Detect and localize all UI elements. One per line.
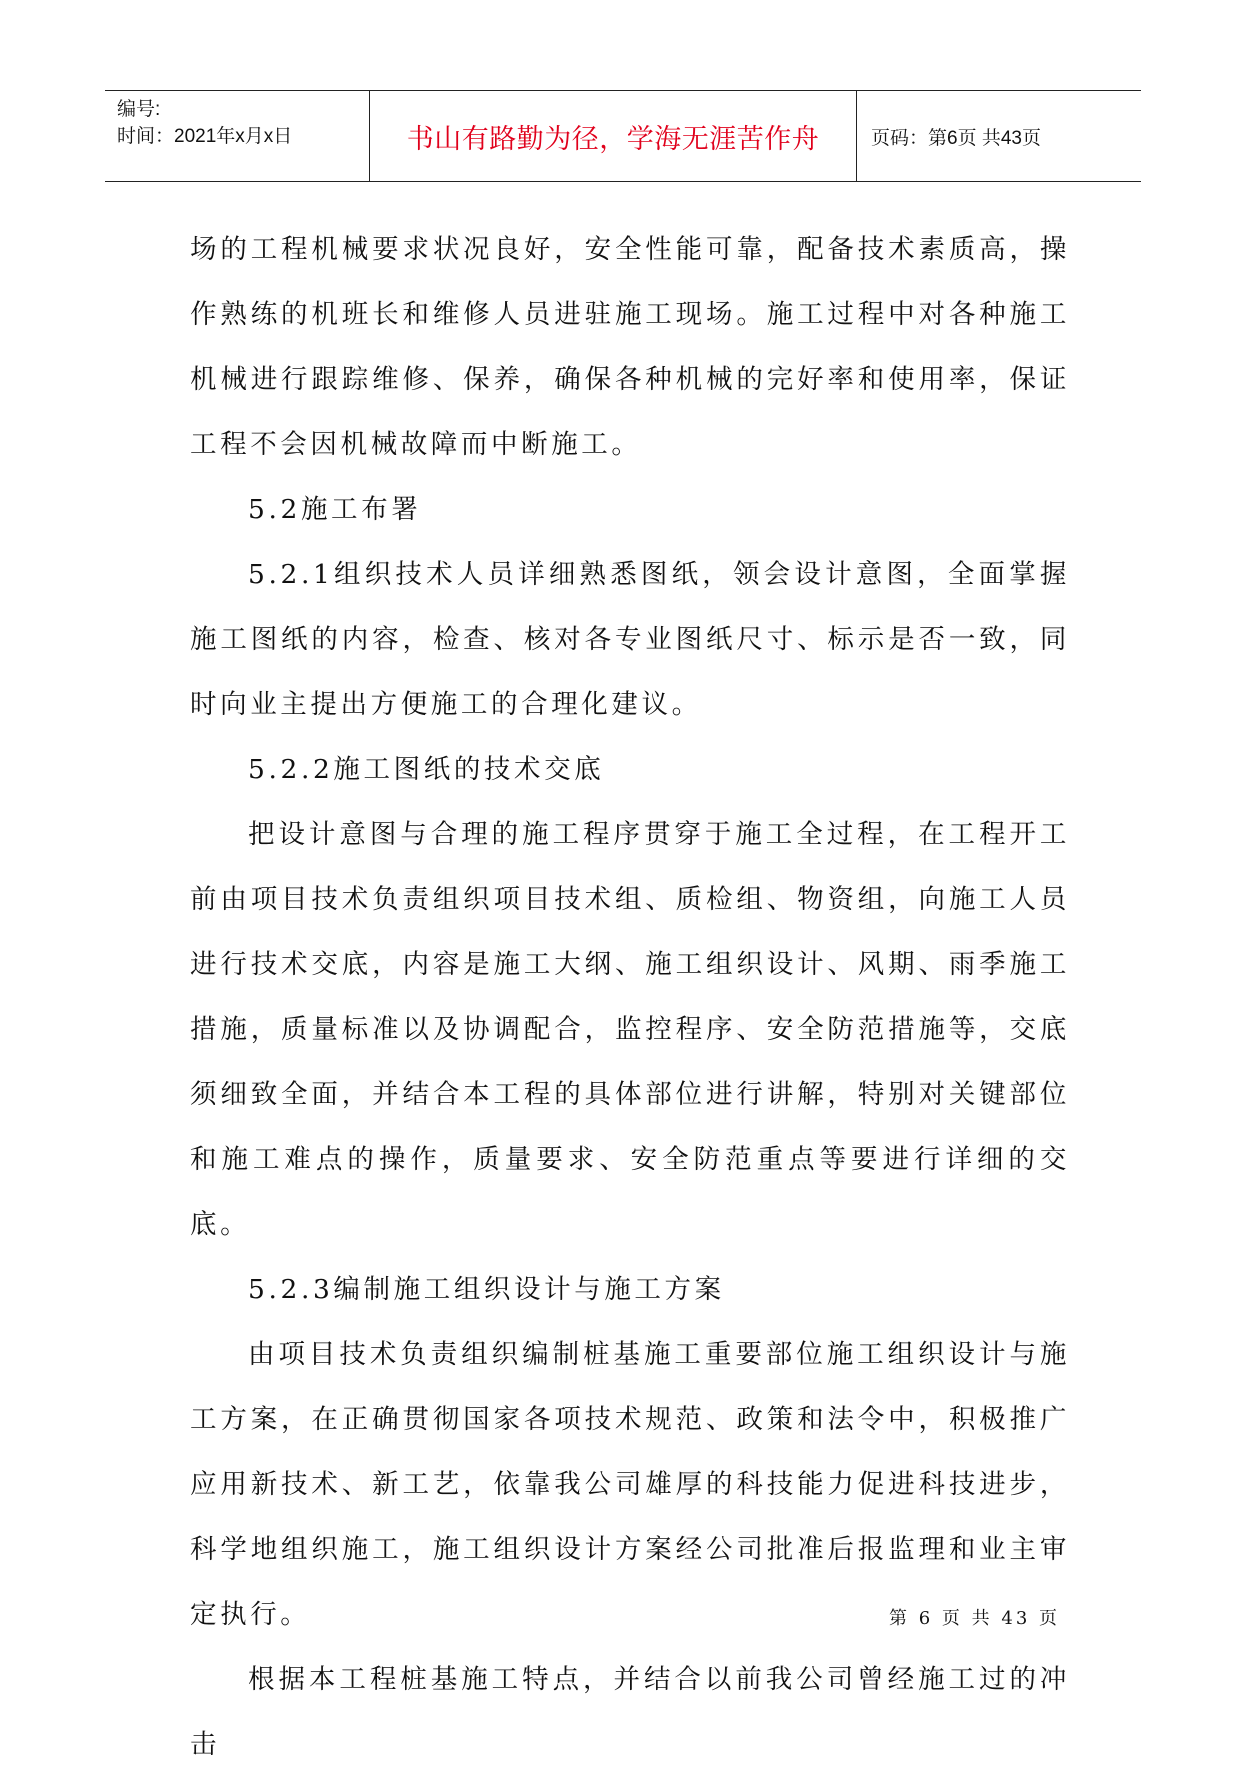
header-motto-cell [369,91,857,181]
serial-number-label: 编号: [117,99,161,120]
paragraph-machinery: 场的工程机械要求状况良好，安全性能可靠，配备技术素质高，操作熟练的机班长和维修人员进驻施工现场。施工过程中对各种施工机械进行跟踪维修、保养，确保各种机械的完好率和使用率，保证工程不会因机械故障而中断施工。 [190,234,1070,460]
paragraph-5-2-1: 5.2.1组织技术人员详细熟悉图纸，领会设计意图，全面掌握施工图纸的内容，检查、核对各专业图纸尺寸、标示是否一致，同时向业主提出方便施工的合理化建议。 [190,559,1070,720]
header-page-cell [857,91,1141,181]
motto-text: 书山有路勤为径，学海无涯苦作舟 [406,123,820,155]
paragraph-technical-briefing: 把设计意图与合理的施工程序贯穿于施工全过程，在工程开工前由项目技术负责组织项目技术组、质检组、物资组，向施工人员进行技术交底，内容是施工大纲、施工组织设计、风期、雨季施工措施，质量标准以及协调配合，监控程序、安全防范措施等，交底须细致全面，并结合本工程的具体部位进行讲解，特别对关键部位和施工难点的操作，质量要求、安全防范重点等要进行详细的交底。 [190,819,1070,1240]
section-heading-5-2-3: 5.2.3编制施工组织设计与施工方案 [248,1274,725,1305]
document-body [190,217,1070,1777]
page-footer: 第 6 页 共 43 页 [889,1608,1060,1629]
section-heading-5-2: 5.2施工布署 [248,494,422,525]
paragraph-construction-plan: 由项目技术负责组织编制桩基施工重要部位施工组织设计与施工方案，在正确贯彻国家各项技术规范、政策和法令中，积极推广应用新技术、新工艺，依靠我公司雄厚的科技能力促进科技进步，科学地组织施工，施工组织设计方案经公司批准后报监理和业主审定执行。 [190,1339,1070,1630]
section-heading-5-2-2: 5.2.2施工图纸的技术交底 [248,754,605,785]
date-label: 时间：2021年x月x日 [117,126,293,147]
paragraph-pile-features: 根据本工程桩基施工特点，并结合以前我公司曾经施工过的冲击 [190,1664,1070,1760]
header-meta-cell [105,91,369,181]
page-code: 页码：第6页 共43页 [871,127,1041,149]
document-header [105,90,1141,182]
